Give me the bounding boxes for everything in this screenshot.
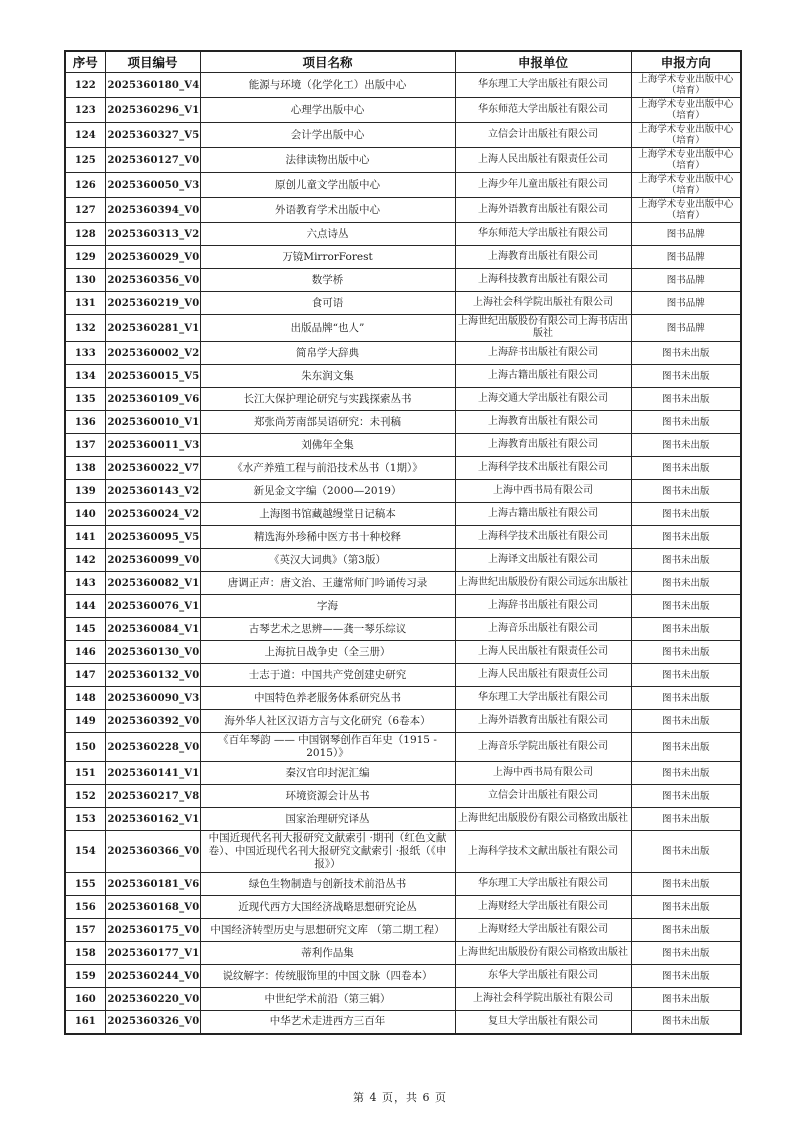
cell-org: 上海世纪出版股份有限公司远东出版社 xyxy=(455,572,631,595)
cell-no: 159 xyxy=(65,965,105,988)
cell-code: 2025360010_V1 xyxy=(105,411,200,434)
cell-no: 127 xyxy=(65,198,105,223)
cell-direction: 图书品牌 xyxy=(631,269,741,292)
cell-org: 上海辞书出版社有限公司 xyxy=(455,595,631,618)
cell-code: 2025360011_V3 xyxy=(105,434,200,457)
cell-direction: 图书未出版 xyxy=(631,808,741,831)
cell-name: 中国特色养老服务体系研究丛书 xyxy=(200,687,455,710)
cell-direction: 图书未出版 xyxy=(631,965,741,988)
cell-direction: 图书未出版 xyxy=(631,873,741,896)
header-cell-no: 序号 xyxy=(65,51,105,73)
cell-code: 2025360366_V0 xyxy=(105,831,200,873)
cell-direction: 图书未出版 xyxy=(631,411,741,434)
cell-name: 士志于道：中国共产党创建史研究 xyxy=(200,664,455,687)
cell-code: 2025360084_V1 xyxy=(105,618,200,641)
cell-org: 上海科学技术文献出版社有限公司 xyxy=(455,831,631,873)
table-row xyxy=(65,710,741,733)
cell-name: 心理学出版中心 xyxy=(200,98,455,123)
cell-direction: 图书未出版 xyxy=(631,831,741,873)
header-cell-org: 申报单位 xyxy=(455,51,631,73)
cell-direction: 图书未出版 xyxy=(631,526,741,549)
cell-name: 能源与环境（化学化工）出版中心 xyxy=(200,73,455,98)
cell-name: 外语教育学术出版中心 xyxy=(200,198,455,223)
cell-org: 东华大学出版社有限公司 xyxy=(455,965,631,988)
cell-code: 2025360002_V2 xyxy=(105,342,200,365)
cell-org: 上海少年儿童出版社有限公司 xyxy=(455,173,631,198)
cell-code: 2025360228_V0 xyxy=(105,733,200,762)
cell-org: 华东师范大学出版社有限公司 xyxy=(455,223,631,246)
cell-code: 2025360244_V0 xyxy=(105,965,200,988)
cell-no: 151 xyxy=(65,762,105,785)
cell-code: 2025360162_V1 xyxy=(105,808,200,831)
cell-direction: 图书品牌 xyxy=(631,246,741,269)
cell-direction: 上海学术专业出版中心（培育） xyxy=(631,98,741,123)
cell-code: 2025360392_V0 xyxy=(105,710,200,733)
cell-org: 上海人民出版社有限责任公司 xyxy=(455,641,631,664)
cell-no: 155 xyxy=(65,873,105,896)
cell-org: 上海中西书局有限公司 xyxy=(455,480,631,503)
cell-name: 秦汉官印封泥汇编 xyxy=(200,762,455,785)
table-row xyxy=(65,292,741,315)
cell-direction: 上海学术专业出版中心（培育） xyxy=(631,123,741,148)
cell-direction: 图书未出版 xyxy=(631,710,741,733)
table-row xyxy=(65,641,741,664)
cell-no: 130 xyxy=(65,269,105,292)
cell-org: 华东理工大学出版社有限公司 xyxy=(455,73,631,98)
cell-org: 上海教育出版社有限公司 xyxy=(455,434,631,457)
cell-name: 海外华人社区汉语方言与文化研究（6卷本） xyxy=(200,710,455,733)
cell-direction: 图书未出版 xyxy=(631,664,741,687)
table-row xyxy=(65,315,741,342)
table-row xyxy=(65,173,741,198)
cell-no: 146 xyxy=(65,641,105,664)
cell-code: 2025360095_V5 xyxy=(105,526,200,549)
cell-direction: 图书未出版 xyxy=(631,618,741,641)
cell-no: 136 xyxy=(65,411,105,434)
cell-name: 六点诗丛 xyxy=(200,223,455,246)
cell-direction: 图书未出版 xyxy=(631,503,741,526)
table-row xyxy=(65,919,741,942)
table-row xyxy=(65,733,741,762)
cell-name: 朱东润文集 xyxy=(200,365,455,388)
cell-org: 上海世纪出版股份有限公司格致出版社 xyxy=(455,942,631,965)
cell-direction: 上海学术专业出版中心（培育） xyxy=(631,73,741,98)
table-row xyxy=(65,572,741,595)
cell-org: 上海世纪出版股份有限公司上海书店出版社 xyxy=(455,315,631,342)
cell-org: 上海财经大学出版社有限公司 xyxy=(455,896,631,919)
cell-direction: 图书未出版 xyxy=(631,480,741,503)
cell-no: 123 xyxy=(65,98,105,123)
table-row xyxy=(65,762,741,785)
cell-code: 2025360177_V1 xyxy=(105,942,200,965)
table-body xyxy=(65,73,741,1034)
table-row xyxy=(65,503,741,526)
cell-no: 161 xyxy=(65,1011,105,1034)
cell-name: 环境资源会计丛书 xyxy=(200,785,455,808)
cell-direction: 图书未出版 xyxy=(631,595,741,618)
cell-no: 149 xyxy=(65,710,105,733)
cell-org: 上海交通大学出版社有限公司 xyxy=(455,388,631,411)
cell-direction: 图书未出版 xyxy=(631,457,741,480)
cell-code: 2025360219_V0 xyxy=(105,292,200,315)
cell-org: 上海科学技术出版社有限公司 xyxy=(455,457,631,480)
cell-no: 132 xyxy=(65,315,105,342)
table-row xyxy=(65,873,741,896)
cell-direction: 图书未出版 xyxy=(631,388,741,411)
cell-code: 2025360050_V3 xyxy=(105,173,200,198)
table-row xyxy=(65,98,741,123)
cell-org: 上海古籍出版社有限公司 xyxy=(455,365,631,388)
cell-org: 上海外语教育出版社有限公司 xyxy=(455,710,631,733)
cell-name: 绿色生物制造与创新技术前沿丛书 xyxy=(200,873,455,896)
cell-org: 上海古籍出版社有限公司 xyxy=(455,503,631,526)
table-row xyxy=(65,618,741,641)
table-row xyxy=(65,595,741,618)
cell-direction: 图书未出版 xyxy=(631,687,741,710)
cell-code: 2025360132_V0 xyxy=(105,664,200,687)
cell-org: 上海译文出版社有限公司 xyxy=(455,549,631,572)
cell-no: 124 xyxy=(65,123,105,148)
table-row xyxy=(65,549,741,572)
cell-direction: 图书品牌 xyxy=(631,315,741,342)
cell-org: 上海外语教育出版社有限公司 xyxy=(455,198,631,223)
table-row xyxy=(65,411,741,434)
cell-code: 2025360313_V2 xyxy=(105,223,200,246)
cell-org: 华东师范大学出版社有限公司 xyxy=(455,98,631,123)
table-row xyxy=(65,664,741,687)
cell-name: 原创儿童文学出版中心 xyxy=(200,173,455,198)
table-row xyxy=(65,123,741,148)
table-row xyxy=(65,965,741,988)
cell-direction: 图书未出版 xyxy=(631,785,741,808)
page-number-footer: 第 4 页，共 6 页 xyxy=(353,1091,447,1104)
cell-org: 华东理工大学出版社有限公司 xyxy=(455,687,631,710)
table-row xyxy=(65,148,741,173)
cell-direction: 图书未出版 xyxy=(631,1011,741,1034)
cell-code: 2025360168_V0 xyxy=(105,896,200,919)
cell-code: 2025360082_V1 xyxy=(105,572,200,595)
cell-code: 2025360109_V6 xyxy=(105,388,200,411)
cell-direction: 图书未出版 xyxy=(631,919,741,942)
cell-org: 上海教育出版社有限公司 xyxy=(455,411,631,434)
cell-org: 华东理工大学出版社有限公司 xyxy=(455,873,631,896)
cell-code: 2025360090_V3 xyxy=(105,687,200,710)
table-row xyxy=(65,687,741,710)
cell-no: 139 xyxy=(65,480,105,503)
table-row xyxy=(65,223,741,246)
cell-code: 2025360022_V7 xyxy=(105,457,200,480)
cell-no: 157 xyxy=(65,919,105,942)
cell-name: 中国近现代名刊大报研究文献索引 ·期刊（红色文献卷）、中国近现代名刊大报研究文献索引 ·报纸（《申报》） xyxy=(200,831,455,873)
table-row xyxy=(65,269,741,292)
cell-name: 刘佛年全集 xyxy=(200,434,455,457)
cell-code: 2025360220_V0 xyxy=(105,988,200,1011)
projects-table xyxy=(64,50,742,1035)
cell-name: 会计学出版中心 xyxy=(200,123,455,148)
cell-code: 2025360327_V5 xyxy=(105,123,200,148)
cell-name: 中国经济转型历史与思想研究文库 （第二期工程） xyxy=(200,919,455,942)
cell-name: 简帛学大辞典 xyxy=(200,342,455,365)
table-header-row xyxy=(65,51,741,73)
cell-name: 《英汉大词典》（第3版） xyxy=(200,549,455,572)
cell-code: 2025360141_V1 xyxy=(105,762,200,785)
table-row xyxy=(65,831,741,873)
cell-no: 144 xyxy=(65,595,105,618)
cell-direction: 图书未出版 xyxy=(631,365,741,388)
cell-org: 上海人民出版社有限责任公司 xyxy=(455,148,631,173)
cell-code: 2025360127_V0 xyxy=(105,148,200,173)
table-row xyxy=(65,198,741,223)
cell-org: 上海音乐出版社有限公司 xyxy=(455,618,631,641)
cell-code: 2025360281_V1 xyxy=(105,315,200,342)
cell-no: 153 xyxy=(65,808,105,831)
cell-org: 上海社会科学院出版社有限公司 xyxy=(455,292,631,315)
cell-name: 《百年琴韵 —— 中国钢琴创作百年史（1915 - 2015）》 xyxy=(200,733,455,762)
cell-no: 154 xyxy=(65,831,105,873)
cell-no: 143 xyxy=(65,572,105,595)
cell-name: 精选海外珍稀中医方书十种校释 xyxy=(200,526,455,549)
cell-org: 上海科技教育出版社有限公司 xyxy=(455,269,631,292)
cell-no: 160 xyxy=(65,988,105,1011)
cell-direction: 图书未出版 xyxy=(631,988,741,1011)
cell-no: 125 xyxy=(65,148,105,173)
cell-org: 立信会计出版社有限公司 xyxy=(455,785,631,808)
cell-name: 中世纪学术前沿（第三辑） xyxy=(200,988,455,1011)
table-row xyxy=(65,73,741,98)
cell-org: 立信会计出版社有限公司 xyxy=(455,123,631,148)
cell-code: 2025360180_V4 xyxy=(105,73,200,98)
cell-org: 上海科学技术出版社有限公司 xyxy=(455,526,631,549)
cell-org: 上海人民出版社有限责任公司 xyxy=(455,664,631,687)
cell-no: 148 xyxy=(65,687,105,710)
cell-name: 万镜MirrorForest xyxy=(200,246,455,269)
cell-no: 122 xyxy=(65,73,105,98)
cell-direction: 图书未出版 xyxy=(631,434,741,457)
cell-name: 古琴艺术之思辨——龚一琴乐综议 xyxy=(200,618,455,641)
cell-code: 2025360076_V1 xyxy=(105,595,200,618)
cell-code: 2025360029_V0 xyxy=(105,246,200,269)
cell-direction: 上海学术专业出版中心（培育） xyxy=(631,198,741,223)
cell-direction: 图书未出版 xyxy=(631,549,741,572)
table-header-row-inner xyxy=(65,51,741,73)
cell-code: 2025360130_V0 xyxy=(105,641,200,664)
cell-name: 《水产养殖工程与前沿技术丛书（1期）》 xyxy=(200,457,455,480)
cell-org: 上海社会科学院出版社有限公司 xyxy=(455,988,631,1011)
table-row xyxy=(65,246,741,269)
cell-code: 2025360015_V5 xyxy=(105,365,200,388)
table-row xyxy=(65,480,741,503)
cell-name: 蒂利作品集 xyxy=(200,942,455,965)
cell-name: 法律读物出版中心 xyxy=(200,148,455,173)
cell-name: 郑张尚芳南部吴语研究：未刊稿 xyxy=(200,411,455,434)
cell-no: 129 xyxy=(65,246,105,269)
cell-code: 2025360394_V0 xyxy=(105,198,200,223)
table-row xyxy=(65,342,741,365)
cell-direction: 上海学术专业出版中心（培育） xyxy=(631,173,741,198)
cell-code: 2025360181_V6 xyxy=(105,873,200,896)
table-row xyxy=(65,942,741,965)
cell-name: 长江大保护理论研究与实践探索丛书 xyxy=(200,388,455,411)
cell-direction: 图书未出版 xyxy=(631,733,741,762)
cell-code: 2025360217_V8 xyxy=(105,785,200,808)
table-row xyxy=(65,365,741,388)
cell-code: 2025360356_V0 xyxy=(105,269,200,292)
header-cell-code: 项目编号 xyxy=(105,51,200,73)
table-row xyxy=(65,388,741,411)
cell-no: 141 xyxy=(65,526,105,549)
cell-direction: 图书品牌 xyxy=(631,223,741,246)
cell-name: 国家治理研究译丛 xyxy=(200,808,455,831)
table-row xyxy=(65,526,741,549)
cell-no: 147 xyxy=(65,664,105,687)
cell-no: 134 xyxy=(65,365,105,388)
table-row xyxy=(65,896,741,919)
cell-code: 2025360143_V2 xyxy=(105,480,200,503)
cell-code: 2025360024_V2 xyxy=(105,503,200,526)
cell-direction: 图书未出版 xyxy=(631,641,741,664)
cell-org: 上海音乐学院出版社有限公司 xyxy=(455,733,631,762)
cell-org: 上海财经大学出版社有限公司 xyxy=(455,919,631,942)
cell-name: 数学桥 xyxy=(200,269,455,292)
cell-no: 145 xyxy=(65,618,105,641)
cell-name: 食可语 xyxy=(200,292,455,315)
cell-no: 140 xyxy=(65,503,105,526)
cell-direction: 图书未出版 xyxy=(631,572,741,595)
cell-name: 新见金文字编（2000—2019） xyxy=(200,480,455,503)
cell-no: 133 xyxy=(65,342,105,365)
cell-no: 152 xyxy=(65,785,105,808)
cell-name: 出版品牌“也人” xyxy=(200,315,455,342)
cell-code: 2025360175_V0 xyxy=(105,919,200,942)
cell-name: 说纹解字：传统服饰里的中国文脉（四卷本） xyxy=(200,965,455,988)
cell-org: 复旦大学出版社有限公司 xyxy=(455,1011,631,1034)
cell-name: 上海图书馆藏越缦堂日记稿本 xyxy=(200,503,455,526)
cell-org: 上海世纪出版股份有限公司格致出版社 xyxy=(455,808,631,831)
cell-direction: 图书未出版 xyxy=(631,762,741,785)
cell-code: 2025360099_V0 xyxy=(105,549,200,572)
cell-no: 126 xyxy=(65,173,105,198)
cell-no: 142 xyxy=(65,549,105,572)
cell-no: 135 xyxy=(65,388,105,411)
cell-code: 2025360296_V1 xyxy=(105,98,200,123)
table-row xyxy=(65,434,741,457)
cell-no: 131 xyxy=(65,292,105,315)
cell-name: 字海 xyxy=(200,595,455,618)
cell-org: 上海教育出版社有限公司 xyxy=(455,246,631,269)
cell-org: 上海中西书局有限公司 xyxy=(455,762,631,785)
table-row xyxy=(65,808,741,831)
cell-no: 156 xyxy=(65,896,105,919)
cell-name: 唐调正声：唐文治、王蘧常师门吟诵传习录 xyxy=(200,572,455,595)
cell-direction: 图书未出版 xyxy=(631,342,741,365)
cell-no: 138 xyxy=(65,457,105,480)
cell-code: 2025360326_V0 xyxy=(105,1011,200,1034)
cell-name: 中华艺术走进西方三百年 xyxy=(200,1011,455,1034)
header-cell-direction: 申报方向 xyxy=(631,51,741,73)
table-row xyxy=(65,457,741,480)
header-cell-name: 项目名称 xyxy=(200,51,455,73)
cell-direction: 图书品牌 xyxy=(631,292,741,315)
cell-no: 150 xyxy=(65,733,105,762)
cell-name: 近现代西方大国经济战略思想研究论丛 xyxy=(200,896,455,919)
cell-org: 上海辞书出版社有限公司 xyxy=(455,342,631,365)
cell-name: 上海抗日战争史（全三册） xyxy=(200,641,455,664)
cell-direction: 上海学术专业出版中心（培育） xyxy=(631,148,741,173)
cell-direction: 图书未出版 xyxy=(631,942,741,965)
table-row xyxy=(65,988,741,1011)
cell-no: 158 xyxy=(65,942,105,965)
cell-direction: 图书未出版 xyxy=(631,896,741,919)
cell-no: 128 xyxy=(65,223,105,246)
table-row xyxy=(65,785,741,808)
cell-no: 137 xyxy=(65,434,105,457)
table-row xyxy=(65,1011,741,1034)
